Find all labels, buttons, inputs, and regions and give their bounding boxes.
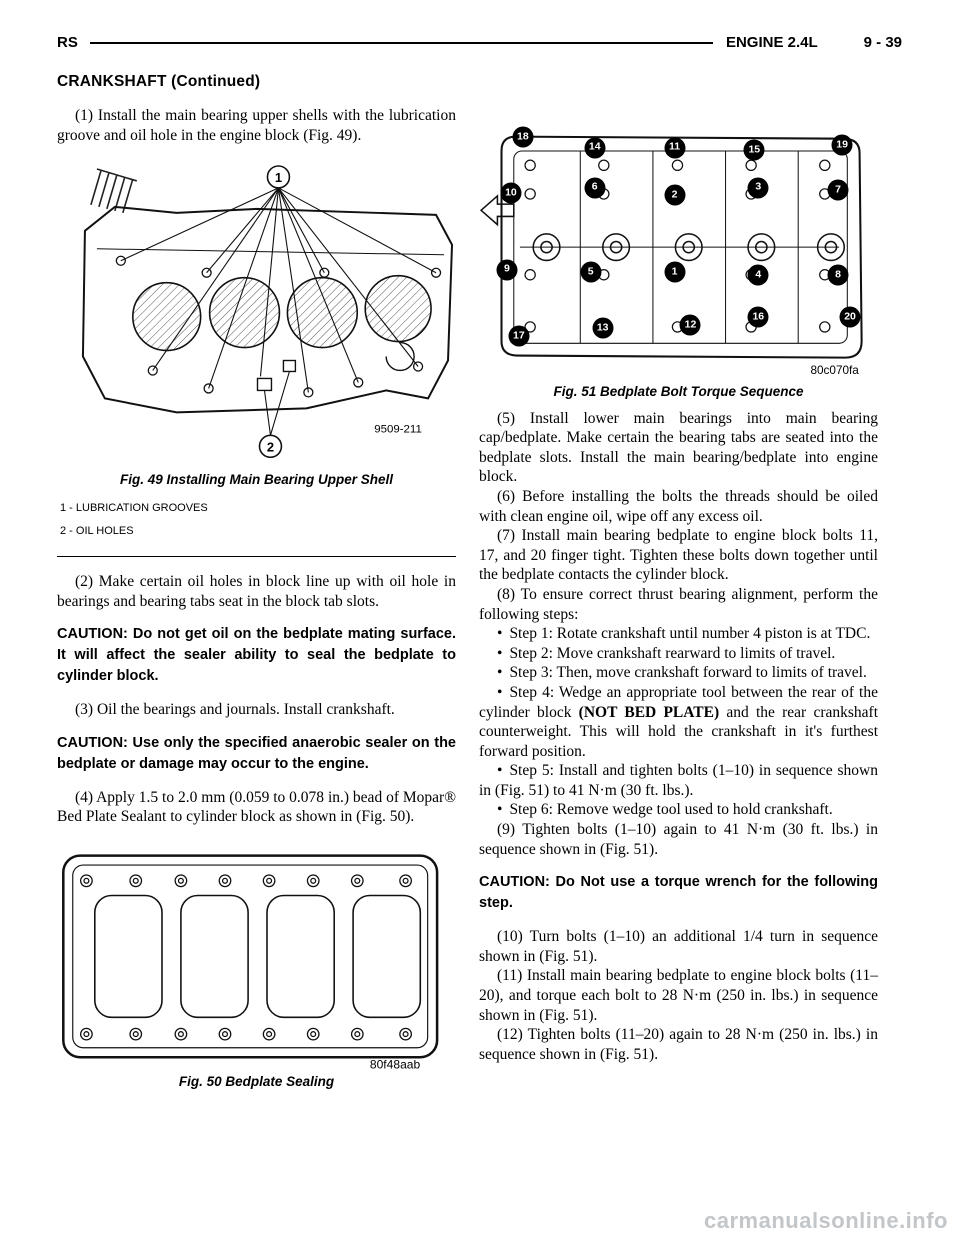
fig50-code: 80f48aab bbox=[369, 1057, 421, 1072]
paragraph-step-1: (1) Install the main bearing upper shells with the lubrication groove and oil hole in the engine block (Fig. 49). bbox=[57, 107, 456, 144]
fig51-code: 80c070fa bbox=[810, 363, 859, 377]
fig49-legend-item-1: 1 - LUBRICATION GROOVES bbox=[60, 501, 208, 514]
bolt-callout-4: 4 bbox=[748, 264, 769, 285]
bullet-step-3: • Step 3: Then, move crankshaft forward to limits of travel. bbox=[479, 663, 878, 683]
fig49-caption: Fig. 49 Installing Main Bearing Upper Shell bbox=[119, 472, 394, 488]
paragraph-step-9: (9) Tighten bolts (1–10) again to 41 N·m (30 ft. lbs.) in sequence shown in (Fig. 51). bbox=[479, 821, 878, 858]
bolt-callout-15: 15 bbox=[744, 140, 765, 161]
caution-oil-bedplate: CAUTION: Do not get oil on the bedplate mating surface. It will affect the sealer ability to seal the bedplate to cylinder block. bbox=[57, 626, 456, 685]
platform-code: RS bbox=[57, 34, 78, 51]
bolt-callout-17: 17 bbox=[508, 325, 529, 346]
paragraph-step-10: (10) Turn bolts (1–10) an additional 1/4 turn in sequence shown in (Fig. 51). bbox=[479, 928, 878, 965]
paragraph-step-5: (5) Install lower main bearings into main bearing cap/bedplate. Make certain the bearing tabs are seated into the bedplate slots. Install the main bearing/bedplate into engine block. bbox=[479, 409, 878, 486]
figure-49 bbox=[57, 161, 456, 461]
bullet-step-1: • Step 1: Rotate crankshaft until number 4 piston is at TDC. bbox=[479, 624, 878, 644]
bolt-callout-1: 1 bbox=[664, 262, 685, 283]
fig49-legend bbox=[57, 497, 456, 557]
bolt-callout-16: 16 bbox=[748, 307, 769, 328]
bolt-callout-2: 2 bbox=[664, 185, 685, 206]
figure-50 bbox=[57, 843, 456, 1072]
fig49-code: 9509-211 bbox=[374, 423, 422, 436]
paragraph-step-2: (2) Make certain oil holes in block line up with oil hole in bearings and bearing tabs seat in the block tab slots. bbox=[57, 572, 456, 610]
bolt-callout-5: 5 bbox=[580, 262, 601, 283]
bolt-callout-8: 8 bbox=[828, 264, 849, 285]
bullet-step-6: • Step 6: Remove wedge tool used to hold crankshaft. bbox=[479, 800, 878, 820]
not-bed-plate-emphasis: (NOT BED PLATE) bbox=[578, 703, 720, 721]
fig49-drawing bbox=[57, 161, 456, 460]
bullet-step-2: • Step 2: Move crankshaft rearward to limits of travel. bbox=[479, 644, 878, 664]
paragraph-step-3: (3) Oil the bearings and journals. Install crankshaft. bbox=[75, 701, 395, 719]
section-title: CRANKSHAFT (Continued) bbox=[57, 73, 261, 90]
paragraph-step-8: (8) To ensure correct thrust bearing alignment, perform the following steps: bbox=[479, 585, 878, 623]
bolt-callout-13: 13 bbox=[592, 317, 613, 338]
paragraph-step-7: (7) Install main bearing bedplate to engine block bolts 11, 17, and 20 finger tight. Tighten these bolts down together until the bedplate contacts the cylinder block. bbox=[479, 527, 878, 584]
fig50-drawing bbox=[57, 843, 456, 1074]
bolt-callout-18: 18 bbox=[512, 127, 533, 148]
bolt-callout-7: 7 bbox=[828, 180, 849, 201]
fig50-caption: Fig. 50 Bedplate Sealing bbox=[178, 1073, 335, 1089]
bullet-step-4-text: Step 4: Wedge an appropriate tool between the rear of the cylinder block bbox=[479, 683, 878, 721]
bolt-callout-9: 9 bbox=[496, 259, 517, 280]
paragraph-step-11: (11) Install main bearing bedplate to engine block bolts (11–20), and torque each bolt to 28 N·m (250 in. lbs.) in sequence shown in (Fig. 51). bbox=[479, 967, 878, 1024]
figure-51 bbox=[479, 108, 878, 377]
bolt-callout-12: 12 bbox=[680, 315, 701, 336]
right-column bbox=[479, 106, 878, 1099]
bullet-step-5: • Step 5: Install and tighten bolts (1–10) in sequence shown in (Fig. 51) to 41 N·m (30 ft. lbs.). bbox=[479, 761, 878, 800]
page-number: 9 - 39 bbox=[863, 34, 902, 51]
bolt-callout-19: 19 bbox=[832, 135, 853, 156]
left-column bbox=[57, 106, 456, 1099]
fig51-caption: Fig. 51 Bedplate Bolt Torque Sequence bbox=[553, 384, 804, 399]
paragraph-step-6: (6) Before installing the bolts the threads should be oiled with clean engine oil, wipe off any excess oil. bbox=[479, 487, 878, 525]
bolt-callout-11: 11 bbox=[664, 137, 685, 158]
fig49-callout-2: 2 bbox=[266, 439, 275, 455]
paragraph-step-4: (4) Apply 1.5 to 2.0 mm (0.059 to 0.078 in.) bead of Mopar® Bed Plate Sealant to cylinder block as shown in (Fig. 50). bbox=[57, 788, 456, 826]
running-header bbox=[57, 34, 902, 51]
bolt-callout-20: 20 bbox=[840, 307, 861, 328]
bolt-callout-14: 14 bbox=[584, 137, 605, 158]
header-rule bbox=[90, 42, 713, 44]
bolt-callout-10: 10 bbox=[500, 182, 521, 203]
bullet-step-4-text-cont: and the rear crankshaft counterweight. This will hold the crankshaft in it's furthest forward position. bbox=[479, 703, 878, 760]
bolt-callout-6: 6 bbox=[584, 177, 605, 198]
bullet-step-4 bbox=[479, 683, 878, 761]
paragraph-step-12: (12) Tighten bolts (11–20) again to 28 N·m (250 in. lbs.) in sequence shown in (Fig. 51). bbox=[479, 1026, 878, 1063]
two-column-body bbox=[57, 106, 902, 1099]
caution-torque-wrench: CAUTION: Do Not use a torque wrench for the following step. bbox=[479, 874, 878, 912]
fig49-callout-1: 1 bbox=[274, 170, 283, 186]
fig49-legend-item-2: 2 - OIL HOLES bbox=[60, 525, 134, 538]
engine-label: ENGINE 2.4L bbox=[725, 34, 818, 51]
caution-anaerobic-sealer: CAUTION: Use only the specified anaerobic sealer on the bedplate or damage may occur to the engine. bbox=[57, 734, 456, 772]
bolt-callout-3: 3 bbox=[748, 177, 769, 198]
watermark: carmanualsonline.info bbox=[704, 1208, 948, 1233]
fig51-bolt-layer bbox=[479, 108, 878, 373]
